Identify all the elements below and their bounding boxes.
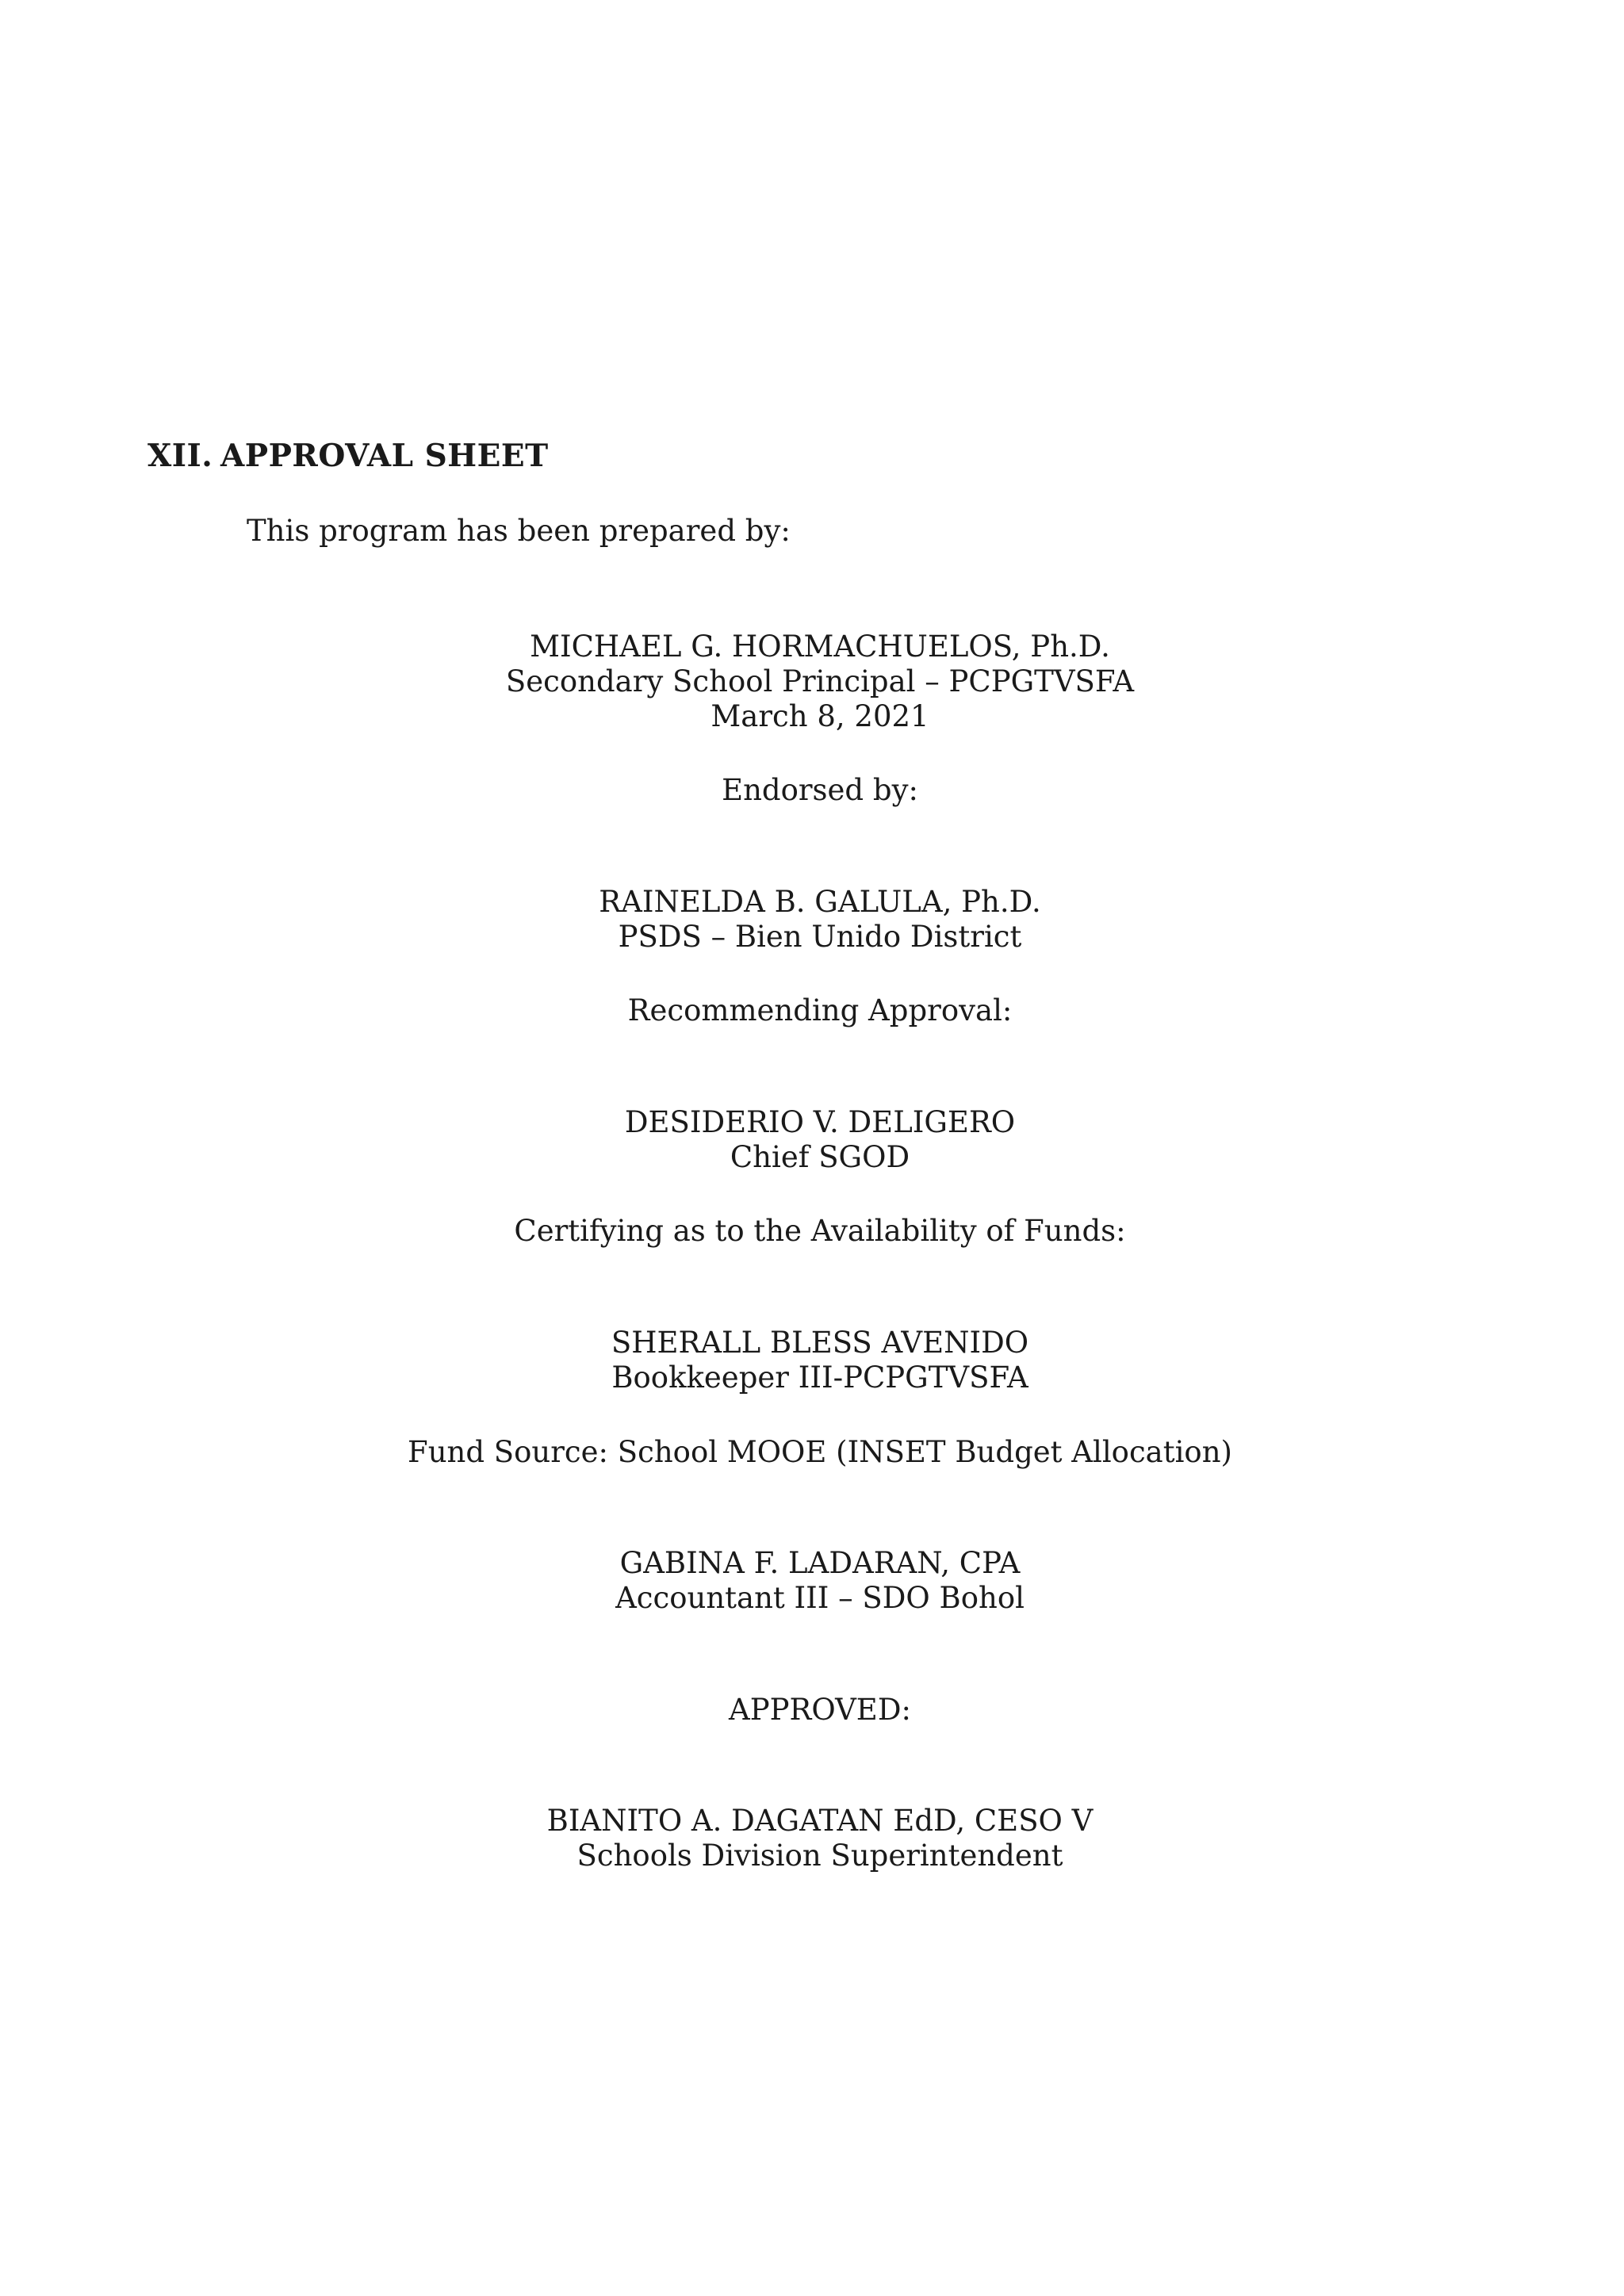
certifier-name: SHERALL BLESS AVENIDO [611, 1326, 1029, 1360]
accountant-position: Accountant III – SDO Bohol [615, 1581, 1025, 1615]
preparer-date: March 8, 2021 [710, 699, 929, 733]
section-number: XII. [147, 438, 213, 474]
approver-name: BIANITO A. DAGATAN EdD, CESO V [546, 1804, 1094, 1838]
certifier-position: Bookkeeper III-PCPGTVSFA [611, 1360, 1028, 1395]
recommender-name: DESIDERIO V. DELIGERO [624, 1105, 1016, 1139]
approver-position: Schools Division Superintendent [576, 1839, 1063, 1873]
endorser-position: PSDS – Bien Unido District [618, 920, 1022, 954]
recommender-position: Chief SGOD [730, 1140, 910, 1174]
endorser-name: RAINELDA B. GALULA, Ph.D. [599, 885, 1041, 919]
preparer-name: MICHAEL G. HORMACHUELOS, Ph.D. [530, 629, 1110, 664]
certifying-label: Certifying as to the Availability of Funds: [514, 1214, 1126, 1248]
preparer-position: Secondary School Principal – PCPGTVSFA [505, 664, 1135, 698]
recommending-label: Recommending Approval: [627, 993, 1013, 1027]
section-title: APPROVAL SHEET [220, 438, 549, 474]
fund-source: Fund Source: School MOOE (INSET Budget Allocation) [408, 1435, 1232, 1469]
section-heading [147, 438, 549, 474]
approved-label: APPROVED: [729, 1693, 911, 1727]
accountant-name: GABINA F. LADARAN, CPA [619, 1546, 1021, 1580]
endorsed-label: Endorsed by: [722, 773, 918, 807]
intro-text: This program has been prepared by: [247, 514, 791, 548]
